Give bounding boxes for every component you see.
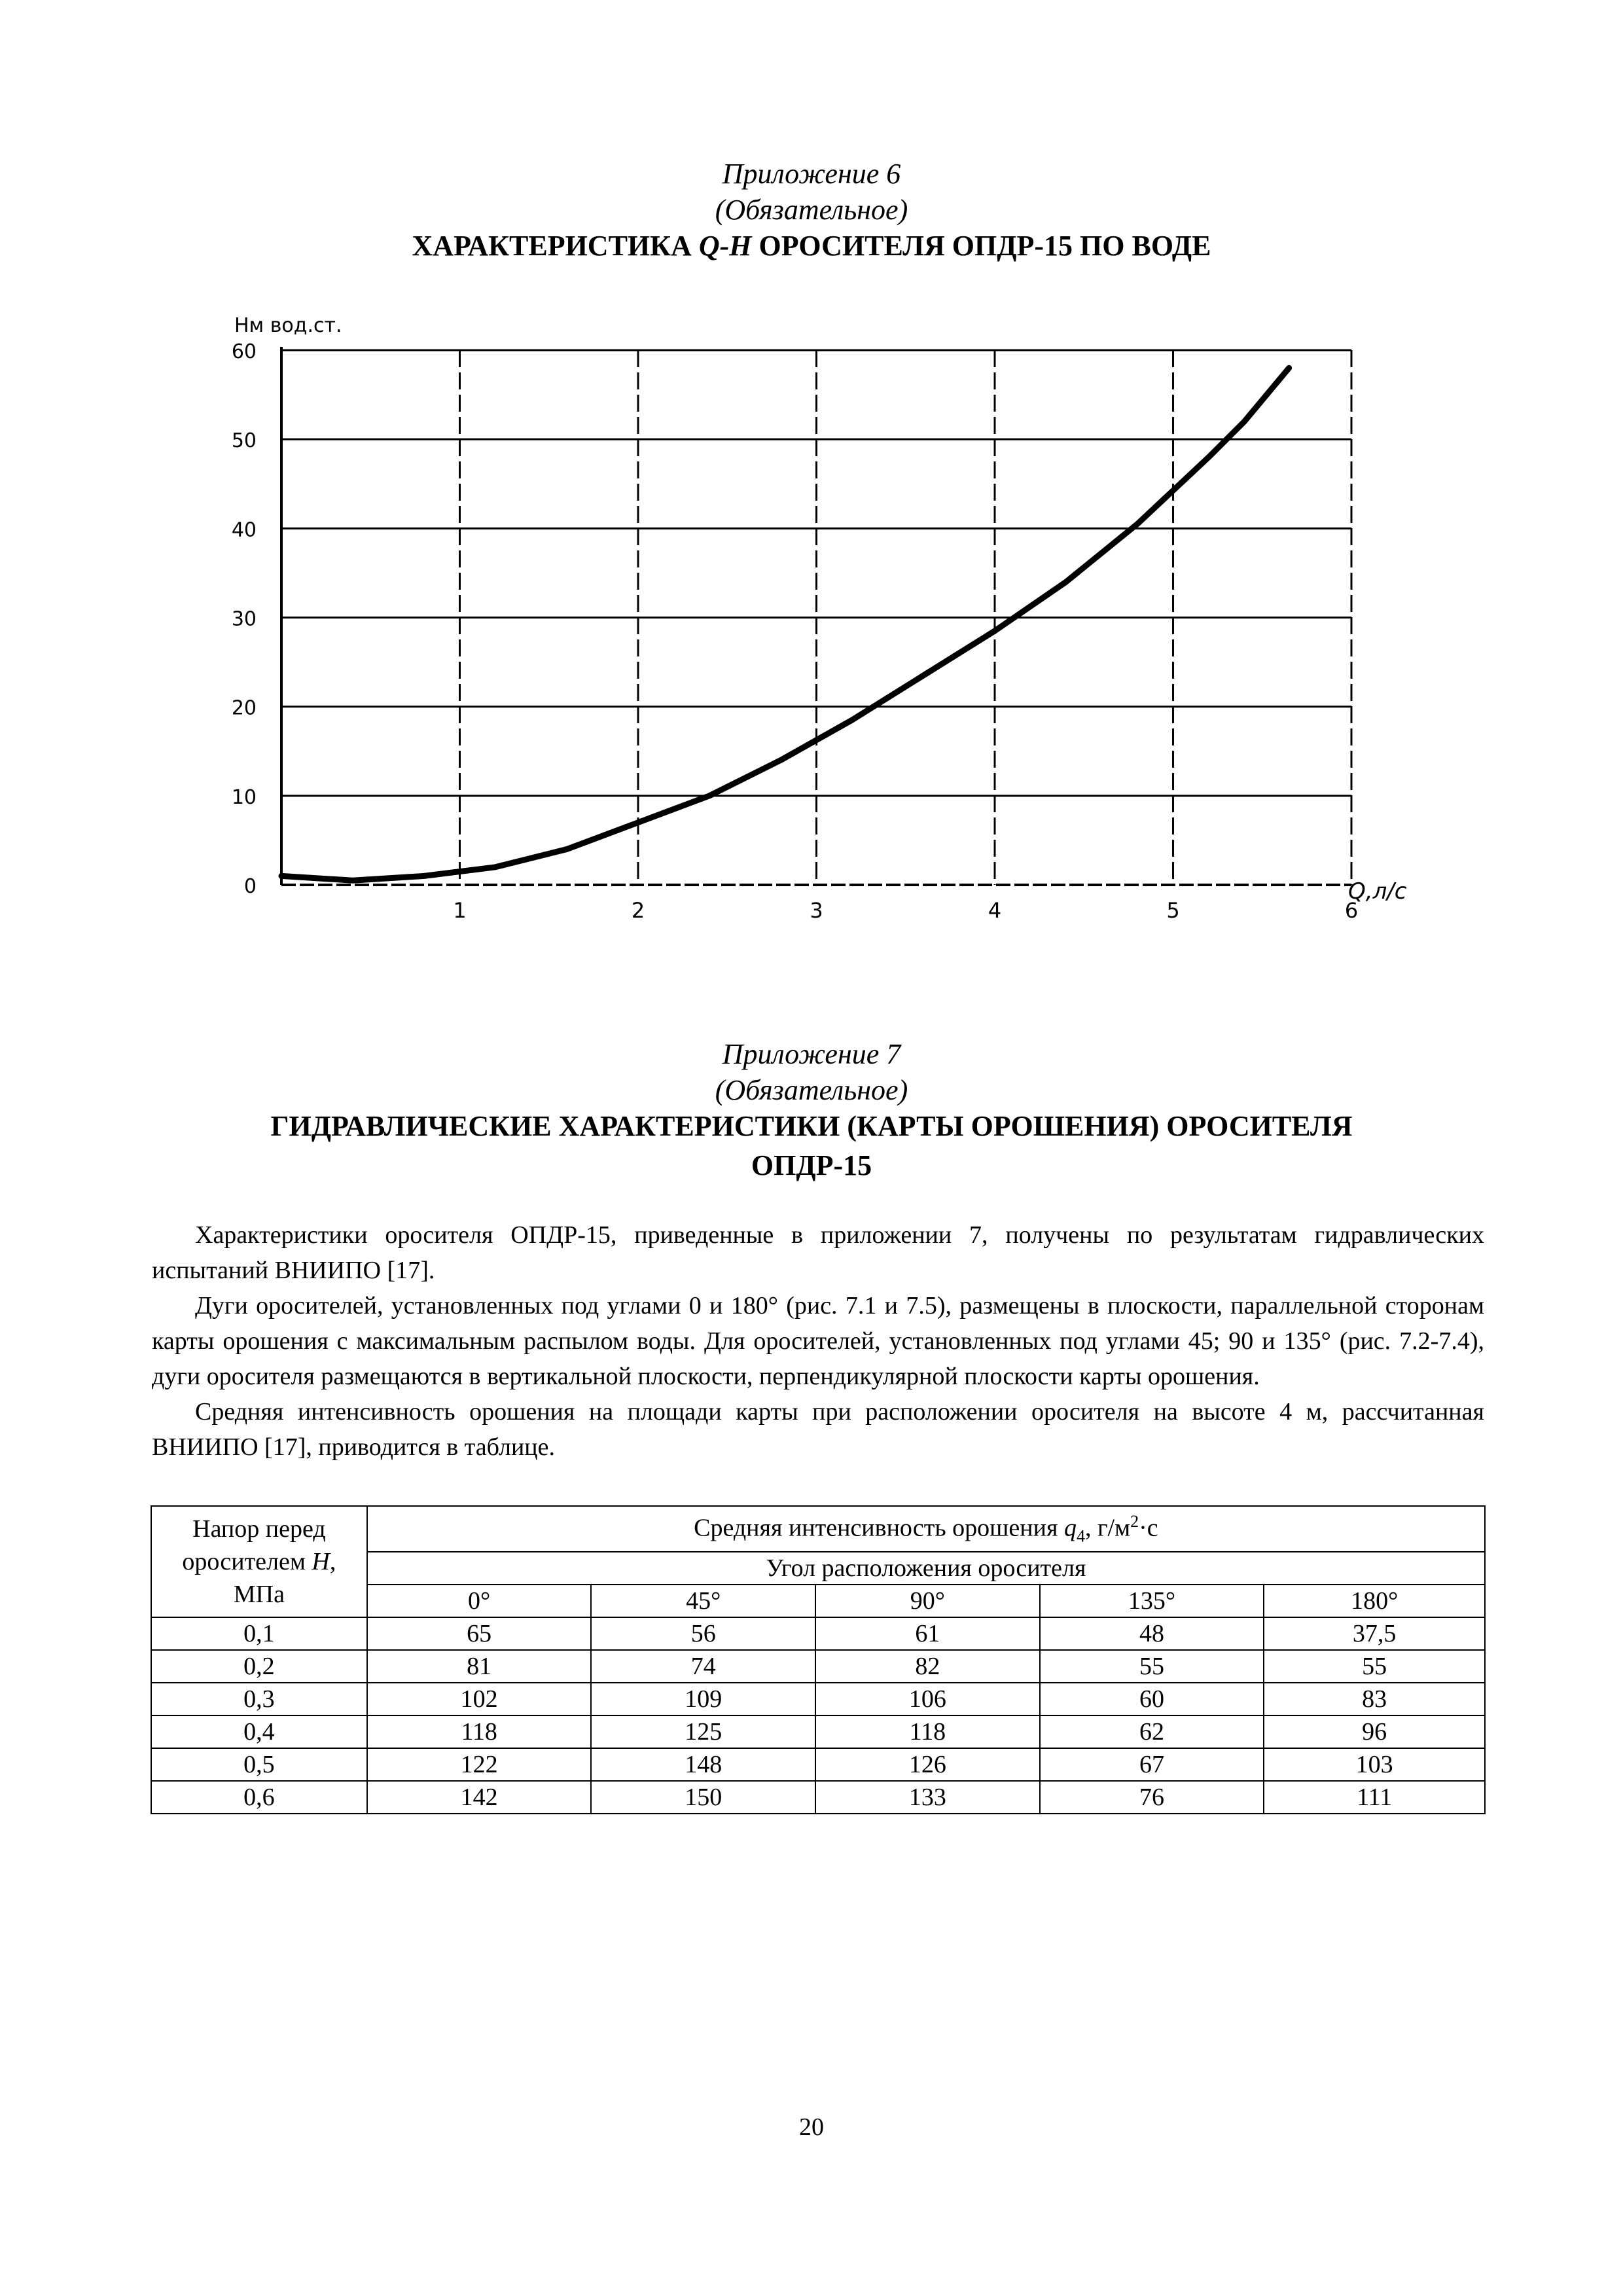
- y-tick-label: 40: [231, 518, 257, 542]
- chart-grid: [281, 350, 1351, 885]
- intensity-cell: 142: [367, 1781, 592, 1814]
- intensity-cell: 96: [1264, 1715, 1485, 1748]
- intensity-cell: 76: [1040, 1781, 1264, 1814]
- intensity-cell: 37,5: [1264, 1617, 1485, 1650]
- intensity-cell: 111: [1264, 1781, 1485, 1814]
- intensity-cell: 74: [591, 1650, 815, 1683]
- appendix-6-subtitle: (Обязательное): [715, 194, 908, 226]
- pressure-header-comma: ,: [329, 1548, 336, 1576]
- intensity-cell: 148: [591, 1748, 815, 1781]
- y-tick-label: 0: [243, 875, 257, 898]
- angle-header-cell: 45°: [591, 1585, 815, 1617]
- x-tick-label: 6: [1344, 898, 1359, 923]
- qh-chart: [216, 304, 1459, 933]
- table-body: [151, 1617, 1485, 1814]
- y-tick-label: 30: [231, 607, 257, 631]
- table-row: [151, 1715, 1485, 1748]
- y-axis-label: Нм вод.ст.: [234, 314, 342, 337]
- intensity-cell: 83: [1264, 1683, 1485, 1715]
- pressure-cell: 0,4: [151, 1715, 367, 1748]
- y-tick-label: 50: [231, 429, 257, 453]
- angle-header: Угол расположения оросителя: [367, 1552, 1485, 1585]
- table-row: [151, 1781, 1485, 1814]
- pressure-cell: 0,3: [151, 1683, 367, 1715]
- table-row: [151, 1683, 1485, 1715]
- paragraph: Характеристики оросителя ОПДР-15, приведенные в приложении 7, получены по результатам гидравлических испытаний ВНИИПО [17].: [152, 1221, 1484, 1284]
- intensity-cell: 133: [815, 1781, 1040, 1814]
- pressure-variable: H: [312, 1548, 330, 1576]
- appendix-7-subtitle: (Обязательное): [715, 1074, 908, 1106]
- appendix-7-title: Приложение 7: [722, 1038, 901, 1070]
- x-tick-labels: [453, 898, 1358, 923]
- intensity-cell: 61: [815, 1617, 1040, 1650]
- pressure-header-unit: МПа: [233, 1581, 285, 1609]
- angle-header-cell: 0°: [367, 1585, 592, 1617]
- intensity-unit-power: 2: [1130, 1512, 1139, 1531]
- pressure-cell: 0,2: [151, 1650, 367, 1683]
- table-row: [151, 1617, 1485, 1650]
- intensity-cell: 62: [1040, 1715, 1264, 1748]
- pressure-cell: 0,1: [151, 1617, 367, 1650]
- intensity-cell: 150: [591, 1781, 815, 1814]
- intensity-cell: 60: [1040, 1683, 1264, 1715]
- intensity-cell: 103: [1264, 1748, 1485, 1781]
- intensity-cell: 48: [1040, 1617, 1264, 1650]
- appendix-7-text: [152, 1217, 1484, 1465]
- intensity-unit: , г/м: [1084, 1514, 1131, 1542]
- intensity-cell: 67: [1040, 1748, 1264, 1781]
- appendix-6-heading: [0, 229, 1623, 262]
- y-tick-label: 60: [231, 340, 257, 363]
- appendix-6-title: Приложение 6: [722, 158, 901, 190]
- intensity-cell: 118: [815, 1715, 1040, 1748]
- intensity-cell: 55: [1264, 1650, 1485, 1683]
- intensity-cell: 56: [591, 1617, 815, 1650]
- table-row: [151, 1748, 1485, 1781]
- y-tick-labels: [232, 340, 257, 898]
- intensity-cell: 122: [367, 1748, 592, 1781]
- x-tick-label: 3: [810, 898, 823, 923]
- intensity-variable: q: [1063, 1514, 1077, 1542]
- x-tick-label: 1: [453, 898, 467, 923]
- appendix-7-heading-line2: ОПДР-15: [751, 1149, 872, 1181]
- x-axis-label: Q,л/с: [1348, 878, 1407, 905]
- angle-header-cell: 180°: [1264, 1585, 1485, 1617]
- appendix-7-heading: ГИДРАВЛИЧЕСКИЕ ХАРАКТЕРИСТИКИ (КАРТЫ ОРОШЕНИЯ) ОРОСИТЕЛЯ: [270, 1110, 1353, 1142]
- x-tick-label: 4: [988, 898, 1002, 923]
- pressure-header-line2: оросителем: [182, 1548, 312, 1576]
- table-row: [151, 1650, 1485, 1683]
- intensity-unit-end: ·с: [1139, 1514, 1158, 1542]
- intensity-cell: 125: [591, 1715, 815, 1748]
- y-tick-label: 20: [231, 696, 257, 720]
- page-number: 20: [799, 2113, 824, 2141]
- x-tick-label: 2: [631, 898, 645, 923]
- pressure-cell: 0,5: [151, 1748, 367, 1781]
- angle-header-cell: 135°: [1040, 1585, 1264, 1617]
- intensity-cell: 126: [815, 1748, 1040, 1781]
- paragraph: Дуги оросителей, установленных под углами 0 и 180° (рис. 7.1 и 7.5), размещены в плоскости, параллельной сторонам карты орошения с максимальным распылом воды. Для оросителей, установленных под углами 45; 90 и 135° (рис. 7.2-7.4), дуги оросителя размещаются в вертикальной плоскости, перпендикулярной плоскости карты орошения.: [152, 1292, 1484, 1390]
- pressure-header-line1: Напор перед: [192, 1515, 326, 1543]
- x-tick-label: 5: [1166, 898, 1180, 923]
- intensity-header: [367, 1506, 1485, 1552]
- intensity-cell: 118: [367, 1715, 592, 1748]
- intensity-cell: 102: [367, 1683, 592, 1715]
- intensity-cell: 55: [1040, 1650, 1264, 1683]
- intensity-subscript: 4: [1076, 1526, 1085, 1546]
- intensity-cell: 82: [815, 1650, 1040, 1683]
- y-tick-label: 10: [231, 785, 257, 809]
- intensity-table: [151, 1505, 1486, 1814]
- heading-variable: Q-H: [698, 230, 752, 262]
- intensity-cell: 65: [367, 1617, 592, 1650]
- intensity-header-text: Средняя интенсивность орошения: [694, 1514, 1064, 1542]
- pressure-cell: 0,6: [151, 1781, 367, 1814]
- intensity-cell: 109: [591, 1683, 815, 1715]
- heading-prefix: ХАРАКТЕРИСТИКА: [412, 230, 699, 262]
- intensity-cell: 106: [815, 1683, 1040, 1715]
- qh-curve: [281, 368, 1289, 880]
- paragraph: Средняя интенсивность орошения на площади карты при расположении оросителя на высоте 4 м, рассчитанная ВНИИПО [17], приводится в таблице.: [152, 1398, 1484, 1461]
- heading-suffix: ОРОСИТЕЛЯ ОПДР-15 ПО ВОДЕ: [751, 230, 1211, 262]
- angle-header-cell: 90°: [815, 1585, 1040, 1617]
- pressure-header: [151, 1506, 367, 1617]
- intensity-cell: 81: [367, 1650, 592, 1683]
